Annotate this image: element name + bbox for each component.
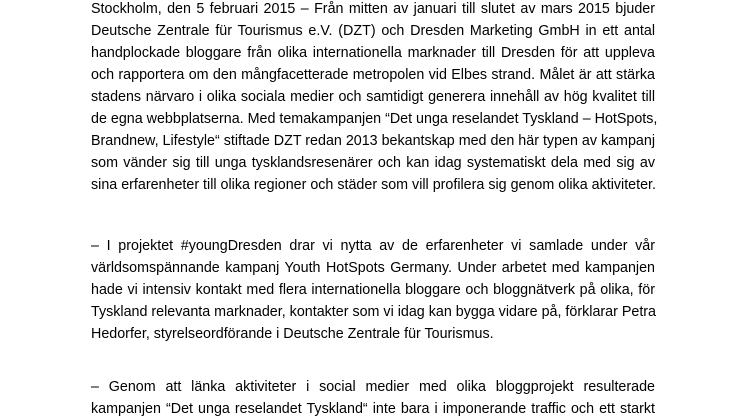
paragraph-2-line-2: världsomspännande kampanj Youth HotSpots Germany. Under arbetet med kampanjen — [91, 260, 655, 276]
paragraph-3-line-2: kampanjen “Det unga reselandet Tyskland“ inte bara i imponerande traffic och ett starkt — [91, 401, 655, 417]
paragraph-1-line-4: och rapportera om den mångfacetterade metropolen vid Elbes strand. Målet är att stärka — [91, 67, 655, 83]
paragraph-3-line-1: – Genom att länka aktiviteter i social medier med olika bloggprojekt resulterade — [91, 379, 655, 395]
paragraph-1-line-1: Stockholm, den 5 februari 2015 – Från mitten av januari till slutet av mars 2015 bjuder — [91, 1, 655, 17]
paragraph-1-line-2: Deutsche Zentrale für Tourismus e.V. (DZT) och Dresden Marketing GmbH in ett antal — [91, 23, 655, 39]
paragraph-1-line-8: som vänder sig till unga tysklandsresenärer och kan idag systematiskt dela med sig av — [91, 155, 655, 171]
paragraph-1-line-5: stadens närvaro i olika sociala medier och samtidigt generera innehåll av hög kvalitet till — [91, 89, 655, 105]
paragraph-1-line-9: sina erfarenheter till olika regioner och städer som vill profilera sig genom olika aktiviteter. — [91, 177, 656, 193]
paragraph-2-line-4: Tyskland relevanta marknader, kontakter som vi idag kan bygga vidare på, förklarar Petra — [91, 304, 657, 320]
paragraph-2-line-5: Hedorfer, styrelseordförande i Deutsche Zentrale für Tourismus. — [91, 326, 494, 342]
paragraph-2-line-1: – I projektet #youngDresden drar vi nytta av de erfarenheter vi samlade under vår — [91, 238, 655, 254]
paragraph-2-line-3: hade vi intensiv kontakt med flera internationella bloggare och bloggnätverk på olika, för — [91, 282, 655, 298]
paragraph-1-line-7: Brandnew, Lifestyle“ stiftade DZT redan 2013 bekantskap med den här typen av kampanj — [91, 133, 656, 149]
paragraph-1-line-6: de egna webbplatserna. Med temakampanjen “Det unga reselandet Tyskland – HotSpots, — [91, 111, 658, 127]
paragraph-1-line-3: handplockade bloggare från olika internationella marknader till Dresden för att uppleva — [91, 45, 655, 61]
